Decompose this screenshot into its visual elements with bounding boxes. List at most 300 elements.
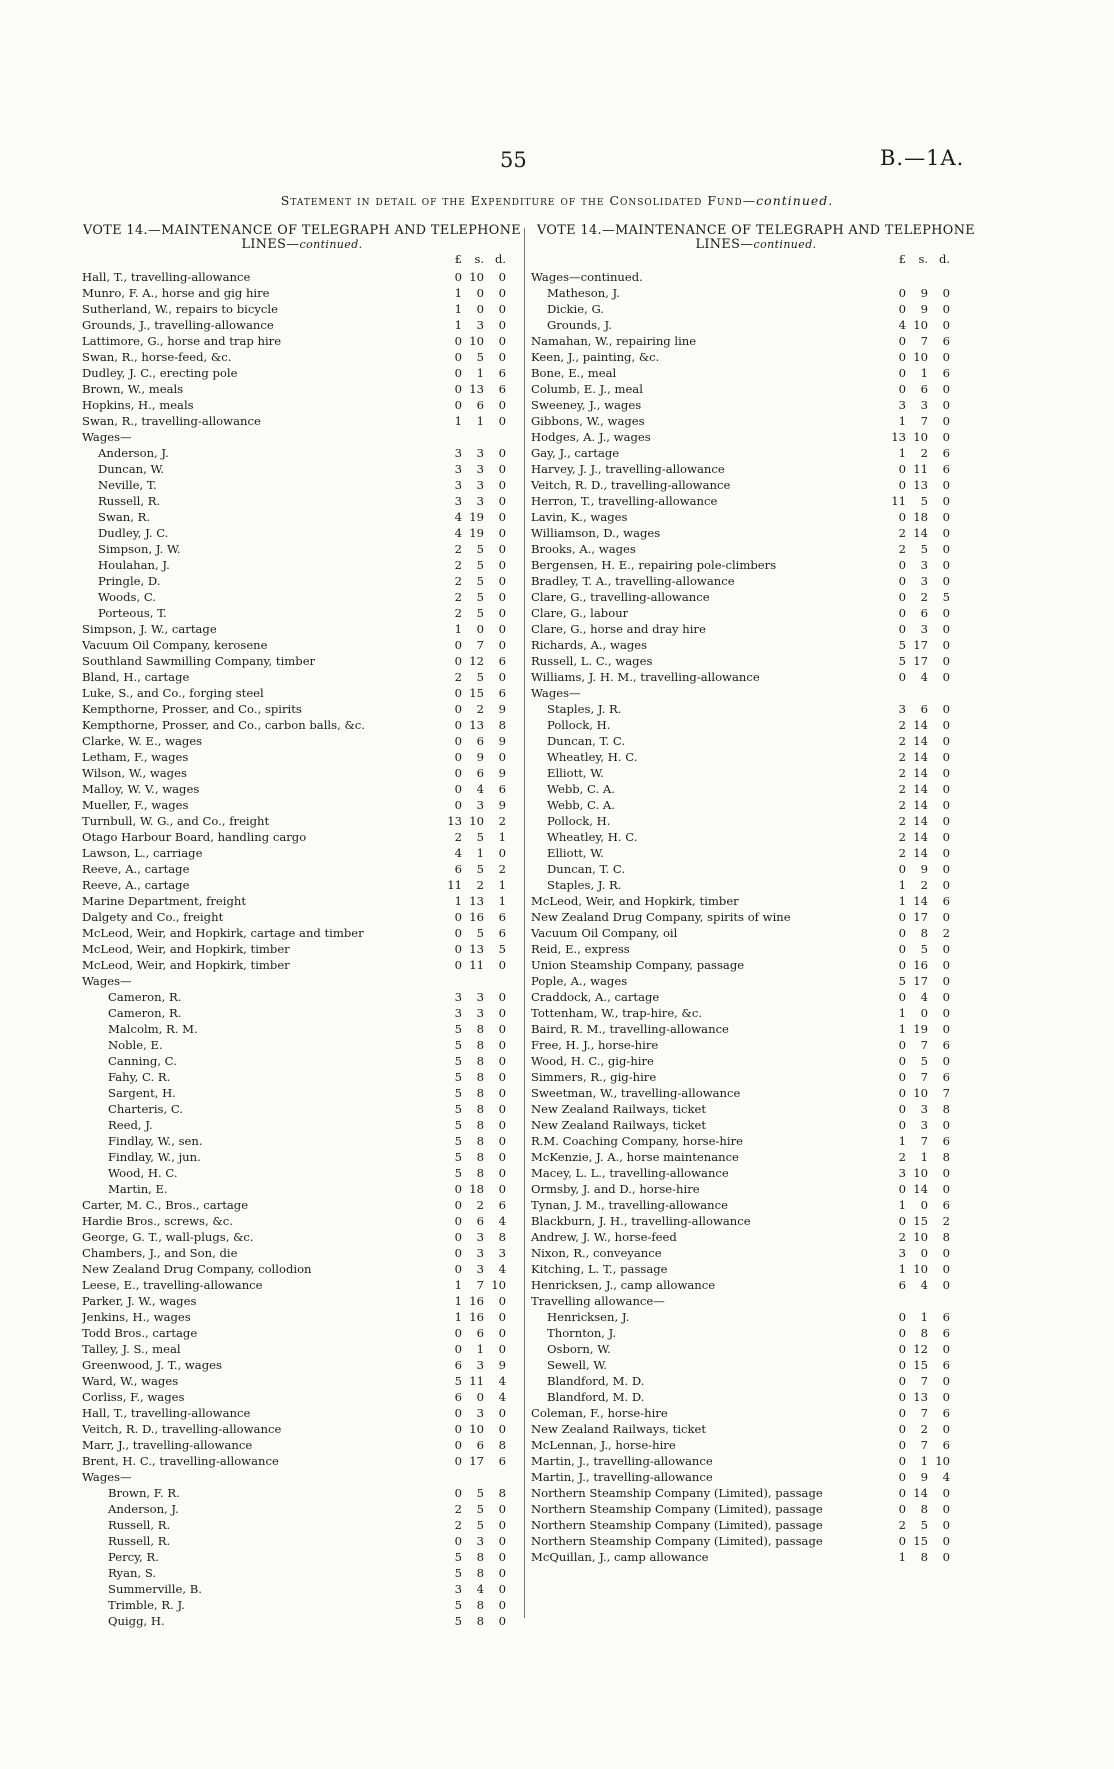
entry-amount — [886, 909, 950, 925]
pence-header: d. — [938, 252, 950, 266]
entry-pounds: 0 — [454, 1534, 462, 1548]
ledger-entry — [82, 525, 522, 541]
ledger-entry — [82, 1325, 522, 1341]
entry-amount — [442, 605, 506, 621]
entry-shillings: 8 — [920, 926, 928, 940]
entry-shillings: 3 — [920, 558, 928, 572]
entry-pounds: 5 — [454, 1022, 462, 1036]
entry-pence: 0 — [942, 1422, 950, 1436]
entry-pence: 4 — [498, 1390, 506, 1404]
entry-amount — [886, 1277, 950, 1293]
entry-amount — [442, 1181, 506, 1197]
entry-shillings: 6 — [920, 702, 928, 716]
entry-amount — [886, 1213, 950, 1229]
entry-pence: 0 — [498, 590, 506, 604]
entry-shillings: 14 — [913, 766, 928, 780]
entry-description: Osborn, W. — [547, 1342, 611, 1356]
entry-shillings: 8 — [476, 1118, 484, 1132]
entry-amount — [886, 509, 950, 525]
entry-amount — [886, 1229, 950, 1245]
entry-amount — [442, 1053, 506, 1069]
entry-shillings: 3 — [920, 398, 928, 412]
entry-pence: 0 — [942, 350, 950, 364]
entry-shillings: 16 — [469, 1294, 484, 1308]
entry-description: Webb, C. A. — [547, 782, 615, 796]
entry-description: Blandford, M. D. — [547, 1374, 645, 1388]
entry-description: McLennan, J., horse-hire — [531, 1438, 676, 1452]
entry-pounds: 6 — [454, 862, 462, 876]
entry-shillings: 4 — [920, 1278, 928, 1292]
entry-pence: 6 — [942, 334, 950, 348]
ledger-entry — [531, 829, 981, 845]
entry-description: Elliott, W. — [547, 846, 604, 860]
entry-amount — [442, 925, 506, 941]
entry-description: Anderson, J. — [98, 446, 169, 460]
entry-pence: 0 — [498, 350, 506, 364]
entry-pence: 0 — [498, 606, 506, 620]
entry-pence: 6 — [942, 1070, 950, 1084]
ledger-entry — [82, 877, 522, 893]
entry-pence: 0 — [942, 622, 950, 636]
entry-amount — [442, 909, 506, 925]
entry-pence: 6 — [942, 446, 950, 460]
entry-pence: 6 — [942, 1198, 950, 1212]
entry-amount — [886, 813, 950, 829]
entry-shillings: 11 — [469, 958, 484, 972]
statement-title — [0, 193, 1114, 208]
entry-pounds: 1 — [454, 1310, 462, 1324]
entry-shillings: 5 — [920, 542, 928, 556]
pence-header: d. — [494, 252, 506, 266]
entry-description: Grounds, J. — [547, 318, 612, 332]
entry-pounds: 0 — [898, 606, 906, 620]
entry-description: Brown, F. R. — [108, 1486, 180, 1500]
entry-amount — [886, 1069, 950, 1085]
entry-amount — [442, 1581, 506, 1597]
ledger-entry — [82, 1485, 522, 1501]
entry-amount — [886, 877, 950, 893]
entry-shillings: 1 — [920, 1454, 928, 1468]
entry-pence: 0 — [498, 1342, 506, 1356]
entry-pounds: 0 — [454, 350, 462, 364]
entry-amount — [886, 1517, 950, 1533]
entry-pounds: 5 — [454, 1070, 462, 1084]
entry-amount — [886, 669, 950, 685]
entry-amount — [442, 1069, 506, 1085]
entry-pounds: 2 — [454, 558, 462, 572]
entry-pence: 0 — [498, 1566, 506, 1580]
entry-amount — [442, 941, 506, 957]
entry-pounds: 0 — [454, 1230, 462, 1244]
ledger-entry — [531, 285, 981, 301]
entry-shillings: 10 — [469, 1422, 484, 1436]
entry-shillings: 14 — [913, 1486, 928, 1500]
entry-pence: 6 — [942, 1358, 950, 1372]
entry-pounds: 0 — [898, 1374, 906, 1388]
entry-pounds: 0 — [898, 590, 906, 604]
entry-pounds: 0 — [454, 798, 462, 812]
pounds-header: £ — [898, 252, 906, 266]
ledger-entry — [82, 1277, 522, 1293]
entry-amount — [886, 525, 950, 541]
entry-pounds: 11 — [891, 494, 906, 508]
entry-description: Union Steamship Company, passage — [531, 958, 745, 972]
entry-shillings: 8 — [476, 1614, 484, 1628]
ledger-entry — [82, 701, 522, 717]
entry-pence: 0 — [498, 526, 506, 540]
entry-description: Reeve, A., cartage — [82, 878, 190, 892]
entry-amount — [886, 637, 950, 653]
entry-pounds: 2 — [898, 542, 906, 556]
ledger-entry — [531, 1549, 981, 1565]
entry-description: Carter, M. C., Bros., cartage — [82, 1198, 249, 1212]
entry-pounds: 0 — [898, 1326, 906, 1340]
entry-pounds: 0 — [454, 1246, 462, 1260]
entry-pounds: 1 — [454, 1294, 462, 1308]
entry-pence: 0 — [498, 1070, 506, 1084]
ledger-rows-right — [531, 269, 981, 1565]
ledger-entry — [531, 1341, 981, 1357]
ledger-entry — [531, 685, 981, 701]
entry-description: New Zealand Railways, ticket — [531, 1422, 707, 1436]
entry-pounds: 0 — [898, 302, 906, 316]
entry-shillings: 1 — [476, 414, 484, 428]
entry-pence: 0 — [942, 942, 950, 956]
entry-pence: 6 — [942, 1438, 950, 1452]
entry-pounds: 5 — [454, 1054, 462, 1068]
entry-pounds: 3 — [454, 1006, 462, 1020]
entry-shillings: 9 — [476, 750, 484, 764]
entry-amount — [886, 941, 950, 957]
entry-shillings: 0 — [920, 1246, 928, 1260]
entry-description: Pople, A., wages — [531, 974, 628, 988]
entry-pence: 6 — [942, 1134, 950, 1148]
entry-amount — [886, 1181, 950, 1197]
entry-shillings: 6 — [476, 398, 484, 412]
entry-pounds: 3 — [454, 990, 462, 1004]
ledger-entry — [82, 797, 522, 813]
entry-description: Wages— — [82, 430, 132, 444]
entry-description: Wood, H. C. — [108, 1166, 178, 1180]
entry-amount — [442, 1549, 506, 1565]
entry-pence: 0 — [942, 846, 950, 860]
entry-description: Otago Harbour Board, handling cargo — [82, 830, 307, 844]
entry-amount — [886, 445, 950, 461]
entry-shillings: 16 — [913, 958, 928, 972]
ledger-entry — [531, 317, 981, 333]
entry-pounds: 2 — [898, 814, 906, 828]
entry-shillings: 10 — [469, 814, 484, 828]
entry-shillings: 8 — [476, 1038, 484, 1052]
entry-shillings: 8 — [476, 1166, 484, 1180]
entry-pounds: 0 — [898, 958, 906, 972]
entry-shillings: 6 — [476, 1214, 484, 1228]
entry-shillings: 2 — [920, 590, 928, 604]
ledger-entry — [531, 1309, 981, 1325]
ledger-entry — [82, 381, 522, 397]
entry-description: Talley, J. S., meal — [82, 1342, 181, 1356]
entry-shillings: 17 — [913, 910, 928, 924]
entry-pounds: 3 — [898, 702, 906, 716]
entry-description: Martin, E. — [108, 1182, 168, 1196]
ledger-entry — [531, 1277, 981, 1293]
entry-description: Macey, L. L., travelling-allowance — [531, 1166, 729, 1180]
entry-amount — [442, 301, 506, 317]
entry-amount — [886, 557, 950, 573]
ledger-entry — [82, 285, 522, 301]
entry-amount — [886, 477, 950, 493]
entry-amount — [886, 1133, 950, 1149]
entry-description: Vacuum Oil Company, kerosene — [82, 638, 268, 652]
entry-pounds: 0 — [898, 334, 906, 348]
entry-pounds: 6 — [454, 1390, 462, 1404]
entry-pounds: 2 — [454, 1502, 462, 1516]
ledger-entry — [531, 669, 981, 685]
entry-shillings: 3 — [476, 494, 484, 508]
entry-description: Munro, F. A., horse and gig hire — [82, 286, 270, 300]
entry-pence: 6 — [942, 1310, 950, 1324]
entry-shillings: 3 — [476, 446, 484, 460]
entry-description: Henricksen, J. — [547, 1310, 630, 1324]
entry-pounds: 2 — [454, 574, 462, 588]
entry-pounds: 0 — [454, 1422, 462, 1436]
entry-shillings: 9 — [920, 862, 928, 876]
entry-shillings: 7 — [920, 1070, 928, 1084]
entry-pounds: 0 — [454, 782, 462, 796]
entry-amount — [442, 1229, 506, 1245]
entry-description: Hopkins, H., meals — [82, 398, 194, 412]
entry-description: Duncan, T. C. — [547, 862, 626, 876]
entry-description: Gay, J., cartage — [531, 446, 620, 460]
entry-pence: 0 — [942, 1518, 950, 1532]
entry-pounds: 4 — [454, 526, 462, 540]
ledger-entry — [82, 1165, 522, 1181]
entry-pence: 3 — [498, 1246, 506, 1260]
entry-description: Clare, G., travelling-allowance — [531, 590, 710, 604]
entry-description: Veitch, R. D., travelling-allowance — [531, 478, 731, 492]
entry-description: Northern Steamship Company (Limited), passage — [531, 1518, 823, 1532]
entry-shillings: 8 — [476, 1598, 484, 1612]
entry-amount — [442, 285, 506, 301]
entry-description: Richards, A., wages — [531, 638, 648, 652]
entry-pence: 0 — [942, 1054, 950, 1068]
entry-pence: 0 — [498, 270, 506, 284]
entry-pounds: 2 — [898, 846, 906, 860]
entry-pence: 0 — [498, 398, 506, 412]
entry-pence: 0 — [942, 974, 950, 988]
ledger-entry — [82, 1037, 522, 1053]
entry-pence: 6 — [498, 1454, 506, 1468]
ledger-entry — [531, 1453, 981, 1469]
entry-pence: 0 — [498, 1406, 506, 1420]
entry-pounds: 13 — [447, 814, 462, 828]
entry-pounds: 0 — [898, 1390, 906, 1404]
entry-pence: 7 — [942, 1086, 950, 1100]
entry-pence: 0 — [498, 670, 506, 684]
entry-description: McLeod, Weir, and Hopkirk, timber — [82, 958, 290, 972]
entry-amount — [442, 669, 506, 685]
entry-pence: 5 — [942, 590, 950, 604]
entry-description: Sewell, W. — [547, 1358, 607, 1372]
entry-amount — [442, 573, 506, 589]
entry-shillings: 5 — [476, 574, 484, 588]
ledger-entry — [82, 973, 522, 989]
ledger-entry — [531, 589, 981, 605]
ledger-entry — [531, 1229, 981, 1245]
entry-shillings: 19 — [913, 1022, 928, 1036]
entry-shillings: 4 — [476, 1582, 484, 1596]
entry-description: Cameron, R. — [108, 990, 182, 1004]
ledger-entry — [82, 333, 522, 349]
entry-amount — [442, 989, 506, 1005]
entry-description: Simpson, J. W., cartage — [82, 622, 217, 636]
currency-header-right — [531, 252, 981, 269]
ledger-entry — [82, 909, 522, 925]
entry-pence: 9 — [498, 798, 506, 812]
entry-pence: 2 — [942, 926, 950, 940]
entry-pence: 0 — [942, 526, 950, 540]
entry-shillings: 10 — [469, 334, 484, 348]
entry-shillings: 3 — [476, 318, 484, 332]
entry-pounds: 2 — [898, 750, 906, 764]
entry-description: Williams, J. H. M., travelling-allowance — [531, 670, 760, 684]
entry-pence: 6 — [942, 894, 950, 908]
entry-pounds: 0 — [454, 1214, 462, 1228]
entry-description: Luke, S., and Co., forging steel — [82, 686, 264, 700]
entry-shillings: 3 — [476, 798, 484, 812]
entry-pounds: 5 — [454, 1150, 462, 1164]
entry-description: Wages— — [531, 686, 581, 700]
entry-description: Ormsby, J. and D., horse-hire — [531, 1182, 700, 1196]
entry-amount — [442, 637, 506, 653]
entry-pounds: 5 — [454, 1598, 462, 1612]
entry-amount — [442, 1197, 506, 1213]
entry-shillings: 3 — [476, 462, 484, 476]
entry-shillings: 8 — [920, 1326, 928, 1340]
entry-amount — [442, 1389, 506, 1405]
ledger-entry — [82, 509, 522, 525]
ledger-entry — [531, 541, 981, 557]
entry-pence: 0 — [942, 1262, 950, 1276]
ledger-entry — [531, 1149, 981, 1165]
entry-pounds: 0 — [898, 1102, 906, 1116]
ledger-entry — [82, 1517, 522, 1533]
entry-pence: 6 — [942, 1326, 950, 1340]
entry-description: Pollock, H. — [547, 718, 611, 732]
entry-description: Gibbons, W., wages — [531, 414, 645, 428]
entry-amount — [442, 1357, 506, 1373]
entry-pounds: 5 — [454, 1038, 462, 1052]
entry-pence: 9 — [498, 1358, 506, 1372]
entry-pounds: 0 — [898, 1502, 906, 1516]
entry-shillings: 0 — [476, 286, 484, 300]
ledger-entry — [82, 829, 522, 845]
entry-shillings: 0 — [476, 622, 484, 636]
ledger-entry — [82, 765, 522, 781]
entry-description: George, G. T., wall-plugs, &c. — [82, 1230, 254, 1244]
entry-description: Andrew, J. W., horse-feed — [531, 1230, 677, 1244]
ledger-entry — [82, 1101, 522, 1117]
ledger-entry — [82, 493, 522, 509]
entry-pounds: 0 — [898, 1358, 906, 1372]
ledger-entry — [531, 525, 981, 541]
entry-description: Lattimore, G., horse and trap hire — [82, 334, 282, 348]
entry-description: Greenwood, J. T., wages — [82, 1358, 222, 1372]
entry-shillings: 5 — [476, 1502, 484, 1516]
entry-amount — [886, 1245, 950, 1261]
entry-shillings: 11 — [913, 462, 928, 476]
entry-shillings: 13 — [469, 894, 484, 908]
entry-description: Thornton, J. — [547, 1326, 617, 1340]
ledger-entry — [531, 1389, 981, 1405]
ledger-entry — [82, 1501, 522, 1517]
entry-pounds: 0 — [454, 382, 462, 396]
entry-shillings: 0 — [920, 1198, 928, 1212]
entry-shillings: 5 — [476, 1486, 484, 1500]
entry-pence: 0 — [498, 1294, 506, 1308]
entry-shillings: 15 — [913, 1534, 928, 1548]
entry-amount — [886, 1357, 950, 1373]
entry-pounds: 2 — [454, 542, 462, 556]
entry-description: Sweeney, J., wages — [531, 398, 642, 412]
entry-pounds: 0 — [898, 350, 906, 364]
entry-amount — [886, 1325, 950, 1341]
entry-description: Namahan, W., repairing line — [531, 334, 697, 348]
ledger-entry — [82, 989, 522, 1005]
entry-amount — [442, 1405, 506, 1421]
entry-description: Veitch, R. D., travelling-allowance — [82, 1422, 282, 1436]
entry-pence: 0 — [942, 510, 950, 524]
entry-amount — [442, 1101, 506, 1117]
entry-amount — [442, 509, 506, 525]
entry-amount — [886, 1389, 950, 1405]
entry-pounds: 0 — [898, 1470, 906, 1484]
entry-pence: 0 — [942, 1550, 950, 1564]
entry-shillings: 5 — [476, 830, 484, 844]
entry-shillings: 6 — [476, 1438, 484, 1452]
entry-description: Jenkins, H., wages — [82, 1310, 191, 1324]
ledger-entry — [82, 589, 522, 605]
entry-pence: 0 — [498, 1534, 506, 1548]
entry-shillings: 5 — [476, 1518, 484, 1532]
ledger-entry — [531, 877, 981, 893]
entry-pence: 0 — [942, 782, 950, 796]
entry-pence: 0 — [498, 750, 506, 764]
entry-description: Findlay, W., jun. — [108, 1150, 201, 1164]
entry-description: Clare, G., labour — [531, 606, 629, 620]
entry-pence: 0 — [942, 814, 950, 828]
entry-pounds: 1 — [454, 622, 462, 636]
entry-amount — [886, 733, 950, 749]
entry-description: Staples, J. R. — [547, 702, 622, 716]
entry-pence: 0 — [498, 286, 506, 300]
entry-shillings: 13 — [469, 718, 484, 732]
column-divider — [524, 228, 525, 1618]
entry-amount — [442, 765, 506, 781]
ledger-entry — [82, 1597, 522, 1613]
entry-pence: 0 — [942, 1390, 950, 1404]
ledger-entry — [531, 957, 981, 973]
entry-pounds: 1 — [454, 286, 462, 300]
entry-description: Dickie, G. — [547, 302, 604, 316]
entry-pence: 0 — [942, 1246, 950, 1260]
entry-shillings: 2 — [920, 878, 928, 892]
ledger-entry — [82, 477, 522, 493]
entry-amount — [442, 829, 506, 845]
entry-amount — [442, 1117, 506, 1133]
ledger-entry — [531, 493, 981, 509]
ledger-entry — [531, 509, 981, 525]
